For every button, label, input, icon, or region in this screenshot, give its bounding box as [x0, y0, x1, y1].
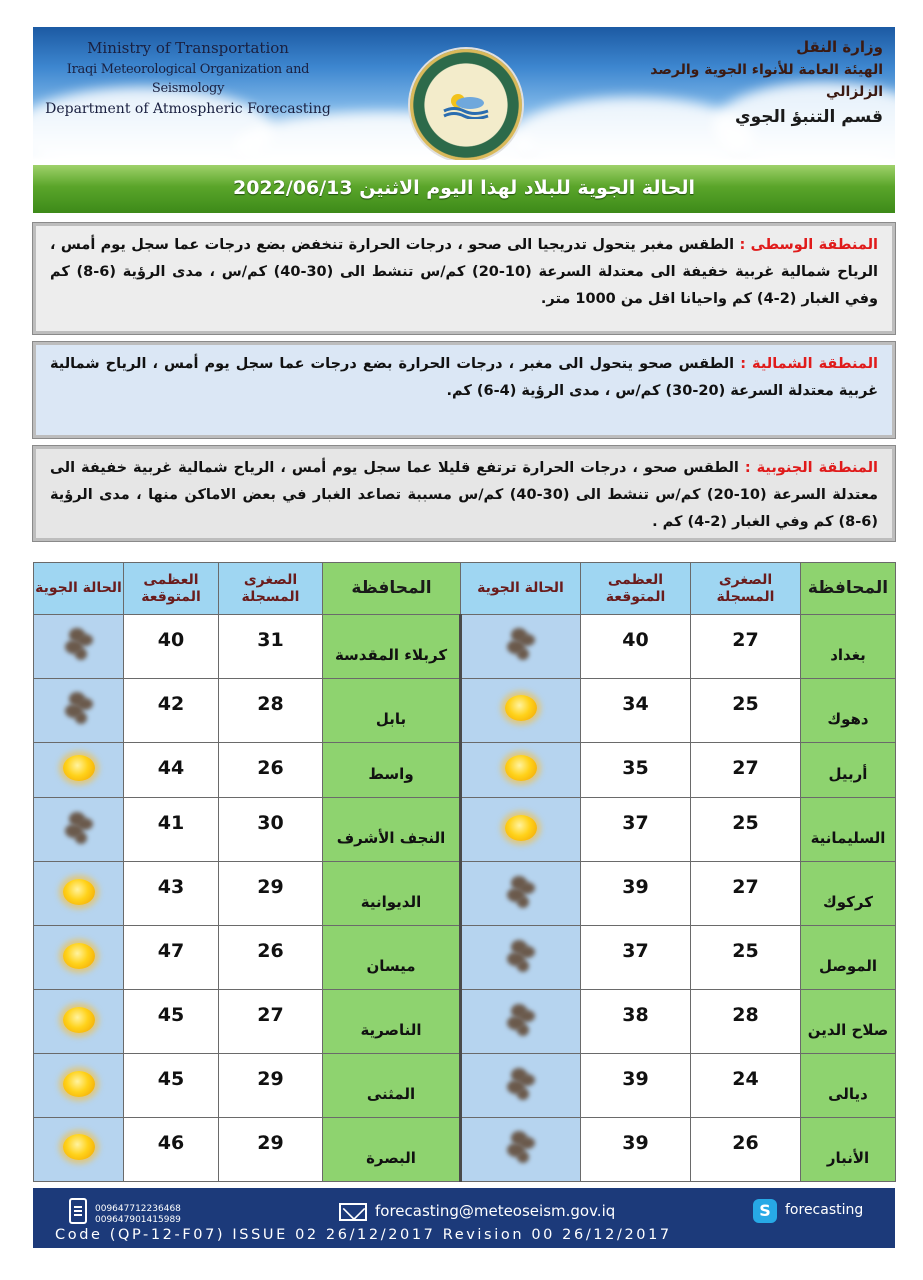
organization-name-en: Iraqi Meteorological Organization and Seismology [66, 61, 310, 96]
dust-icon [59, 624, 99, 664]
max-temp-cell: 45 [124, 990, 219, 1054]
governorate-cell: السليمانية [801, 798, 896, 862]
header-max-temp: العظمى المتوقعة [581, 563, 691, 615]
table-row [34, 990, 896, 1054]
min-temp-cell: 25 [691, 678, 801, 742]
region-south-text: الطقس صحو ، درجات الحرارة ترتفع قليلا عما سجل يوم أمس ، الرياح شمالية غربية خفيفة الى معتدلة السرعة (10-20) كم/س تنشط الى (30-40) كم/س مسببة تصاعد الغبار في بعض الاماكن منها ، مدى الرؤية (6-8) كم وفي الغبار (2-4) كم . [50, 460, 879, 530]
min-temp-cell: 31 [219, 615, 323, 679]
governorate-cell: بغداد [801, 615, 896, 679]
max-temp-cell: 46 [124, 1117, 219, 1181]
logo-emblem-icon [442, 89, 490, 119]
sunny-icon [495, 751, 547, 785]
dust-icon [501, 872, 541, 912]
sunny-icon [53, 1067, 105, 1101]
table-row [34, 678, 896, 742]
footer-bar [33, 1188, 895, 1248]
condition-cell [34, 862, 124, 926]
ministry-name-en: Ministry of Transportation [87, 39, 289, 57]
dust-icon [59, 688, 99, 728]
condition-cell [461, 1117, 581, 1181]
max-temp-cell: 38 [581, 990, 691, 1054]
sunny-icon [495, 691, 547, 725]
skype-handle[interactable]: forecasting [785, 1202, 864, 1218]
governorate-cell: أربيل [801, 742, 896, 797]
ministry-arabic [623, 35, 883, 131]
min-temp-cell: 26 [219, 926, 323, 990]
region-central-text: الطقس مغبر يتحول تدريجيا الى صحو ، درجات الحرارة تنخفض بضع درجات عما سجل يوم أمس ، الرياح شمالية غربية خفيفة الى معتدلة السرعة (10-20) كم/س تنشط الى (30-40) كم/س ، مدى الرؤية (6-8) كم وفي الغبار (2-4) كم واحيانا اقل من 1000 متر. [50, 237, 878, 307]
region-north-name: المنطقة الشمالية : [740, 356, 879, 372]
governorate-cell: المثنى [323, 1054, 461, 1118]
department-name-en: Department of Atmospheric Forecasting [45, 100, 331, 117]
min-temp-cell: 26 [691, 1117, 801, 1181]
region-south-forecast [33, 446, 895, 541]
max-temp-cell: 39 [581, 1054, 691, 1118]
phone-number-2: 009647901415989 [95, 1214, 181, 1225]
condition-cell [34, 742, 124, 797]
governorate-cell: النجف الأشرف [323, 798, 461, 862]
governorate-cell: الناصرية [323, 990, 461, 1054]
min-temp-cell: 27 [691, 862, 801, 926]
table-header-row [34, 563, 896, 615]
table-row [34, 926, 896, 990]
condition-cell [461, 742, 581, 797]
min-temp-cell: 29 [219, 1054, 323, 1118]
header-min-temp: الصغرى المسجلة [691, 563, 801, 615]
table-row [34, 1117, 896, 1181]
max-temp-cell: 37 [581, 798, 691, 862]
dust-icon [501, 624, 541, 664]
dust-icon [501, 1064, 541, 1104]
skype-icon: S [753, 1199, 777, 1223]
condition-cell [461, 798, 581, 862]
region-north-text: الطقس صحو يتحول الى مغبر ، درجات الحرارة بضع درجات عما سجل يوم أمس ، الرياح شمالية غربية معتدلة السرعة (20-30) كم/س ، مدى الرؤية (4-6) كم. [50, 356, 878, 399]
governorate-cell: كربلاء المقدسة [323, 615, 461, 679]
max-temp-cell: 41 [124, 798, 219, 862]
region-south-name: المنطقة الجنوبية : [744, 460, 878, 476]
ministry-name-ar: وزارة النقل [796, 38, 883, 56]
min-temp-cell: 29 [219, 862, 323, 926]
governorate-cell: صلاح الدين [801, 990, 896, 1054]
min-temp-cell: 25 [691, 798, 801, 862]
header-min-temp: الصغرى المسجلة [219, 563, 323, 615]
governorate-cell: كركوك [801, 862, 896, 926]
condition-cell [461, 990, 581, 1054]
condition-cell [34, 926, 124, 990]
governorate-cell: البصرة [323, 1117, 461, 1181]
min-temp-cell: 27 [691, 742, 801, 797]
table-row [34, 862, 896, 926]
min-temp-cell: 27 [219, 990, 323, 1054]
sunny-icon [53, 1130, 105, 1164]
max-temp-cell: 34 [581, 678, 691, 742]
header-banner [33, 27, 895, 160]
max-temp-cell: 39 [581, 1117, 691, 1181]
governorate-cell: الموصل [801, 926, 896, 990]
sunny-icon [53, 875, 105, 909]
max-temp-cell: 39 [581, 862, 691, 926]
dust-icon [501, 1127, 541, 1167]
header-governorate: المحافظة [801, 563, 896, 615]
condition-cell [34, 798, 124, 862]
governorate-cell: الأنبار [801, 1117, 896, 1181]
governorate-cell: دهوك [801, 678, 896, 742]
governorate-cell: الديوانية [323, 862, 461, 926]
mail-icon [339, 1203, 367, 1221]
min-temp-cell: 29 [219, 1117, 323, 1181]
sunny-icon [53, 1003, 105, 1037]
condition-cell [461, 926, 581, 990]
max-temp-cell: 47 [124, 926, 219, 990]
max-temp-cell: 40 [581, 615, 691, 679]
max-temp-cell: 35 [581, 742, 691, 797]
email-link[interactable]: forecasting@meteoseism.gov.iq [375, 1202, 616, 1220]
organization-name-ar: الهيئة العامة للأنواء الجوية والرصد الزلزالي [650, 62, 883, 101]
condition-cell [34, 678, 124, 742]
header-max-temp: العظمى المتوقعة [124, 563, 219, 615]
forecast-table [33, 562, 896, 1182]
document-code: Code (QP-12-F07) ISSUE 02 26/12/2017 Revision 00 26/12/2017 [55, 1227, 672, 1243]
header-condition: الحالة الجوية [34, 563, 124, 615]
condition-cell [34, 990, 124, 1054]
organization-logo [410, 49, 522, 160]
table-row [34, 742, 896, 797]
dust-icon [501, 936, 541, 976]
governorate-cell: بابل [323, 678, 461, 742]
condition-cell [461, 615, 581, 679]
sunny-icon [53, 751, 105, 785]
condition-cell [461, 678, 581, 742]
ministry-english [43, 37, 333, 120]
region-central-forecast [33, 223, 895, 334]
table-row [34, 1054, 896, 1118]
min-temp-cell: 27 [691, 615, 801, 679]
governorate-cell: ديالى [801, 1054, 896, 1118]
region-central-name: المنطقة الوسطى : [739, 237, 878, 253]
table-row [34, 798, 896, 862]
header-governorate: المحافظة [323, 563, 461, 615]
min-temp-cell: 25 [691, 926, 801, 990]
max-temp-cell: 44 [124, 742, 219, 797]
min-temp-cell: 24 [691, 1054, 801, 1118]
table-row [34, 615, 896, 679]
max-temp-cell: 37 [581, 926, 691, 990]
max-temp-cell: 43 [124, 862, 219, 926]
phone-icon [69, 1198, 87, 1224]
condition-cell [34, 615, 124, 679]
dust-icon [501, 1000, 541, 1040]
sunny-icon [495, 811, 547, 845]
governorate-cell: واسط [323, 742, 461, 797]
min-temp-cell: 28 [219, 678, 323, 742]
max-temp-cell: 45 [124, 1054, 219, 1118]
phone-numbers [95, 1204, 181, 1226]
min-temp-cell: 30 [219, 798, 323, 862]
page-title: الحالة الجوية للبلاد لهذا اليوم الاثنين 2022/06/13 [33, 165, 895, 213]
min-temp-cell: 26 [219, 742, 323, 797]
dust-icon [59, 808, 99, 848]
condition-cell [34, 1117, 124, 1181]
min-temp-cell: 28 [691, 990, 801, 1054]
max-temp-cell: 40 [124, 615, 219, 679]
region-north-forecast [33, 342, 895, 438]
sunny-icon [53, 939, 105, 973]
department-name-ar: قسم التنبؤ الجوي [735, 106, 883, 127]
governorate-cell: ميسان [323, 926, 461, 990]
header-condition: الحالة الجوية [461, 563, 581, 615]
condition-cell [461, 1054, 581, 1118]
condition-cell [34, 1054, 124, 1118]
condition-cell [461, 862, 581, 926]
phone-number-1: 009647712236468 [95, 1204, 181, 1214]
max-temp-cell: 42 [124, 678, 219, 742]
